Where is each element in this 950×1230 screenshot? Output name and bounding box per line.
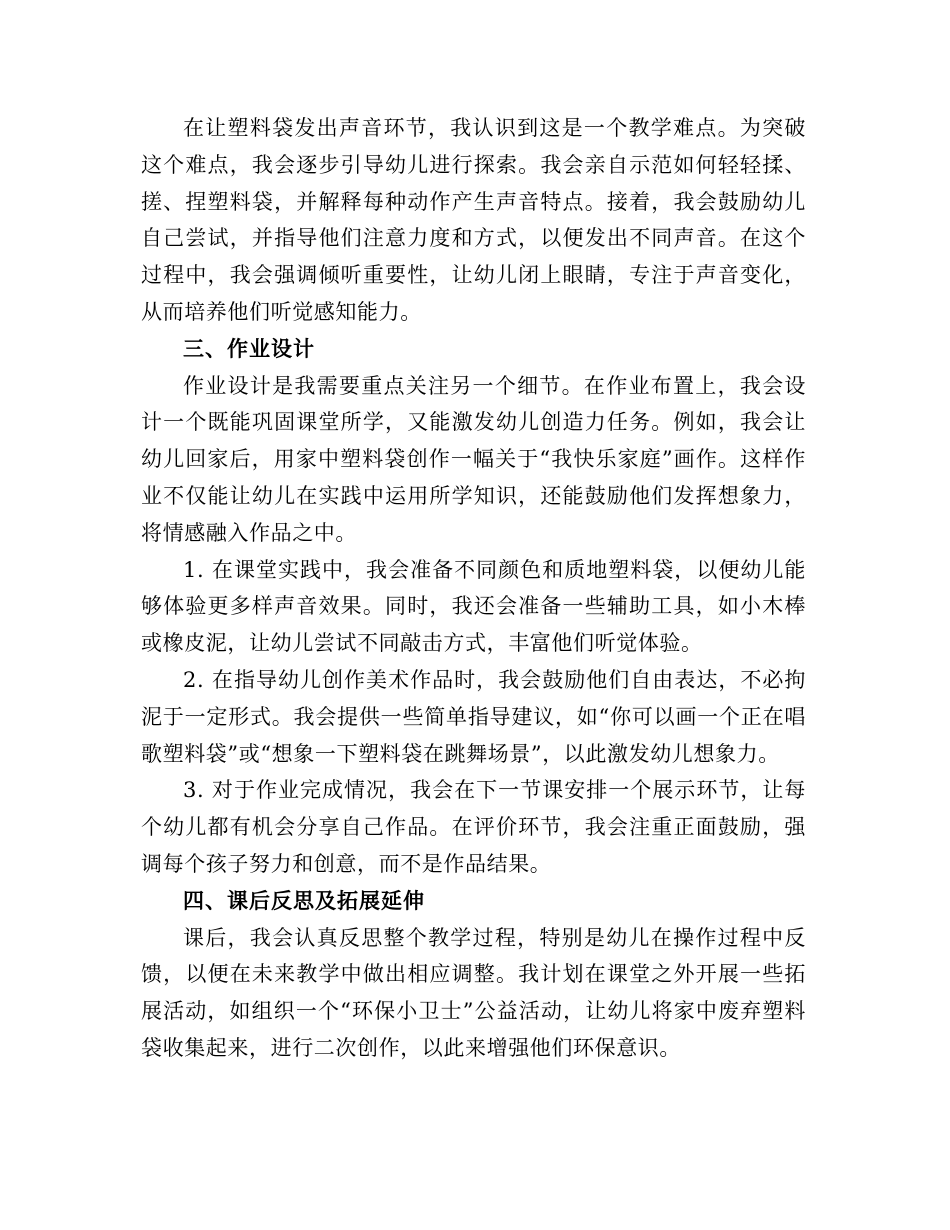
section-heading-homework: 三、作业设计 xyxy=(183,336,315,361)
document-page xyxy=(141,110,806,1067)
paragraph-reflection: 课后，我会认真反思整个教学过程，特别是幼儿在操作过程中反馈，以便在未来教学中做出相应调整。我计划在课堂之外开展一些拓展活动，如组织一个“环保小卫士”公益活动，让幼儿将家中废弃塑料袋收集起来，进行二次创作，以此来增强他们环保意识。 xyxy=(141,925,806,1060)
paragraph-item-2: 2. 在指导幼儿创作美术作品时，我会鼓励他们自由表达，不必拘泥于一定形式。我会提供一些简单指导建议，如“你可以画一个正在唱歌塑料袋”或“想象一下塑料袋在跳舞场景”，以此激发幼儿想象力。 xyxy=(141,667,806,766)
section-heading-reflection: 四、课后反思及拓展延伸 xyxy=(183,888,425,913)
paragraph-plastic-bag-sound: 在让塑料袋发出声音环节，我认识到这是一个教学难点。为突破这个难点，我会逐步引导幼儿进行探索。我会亲自示范如何轻轻揉、搓、捏塑料袋，并解释每种动作产生声音特点。接着，我会鼓励幼儿自己尝试，并指导他们注意力度和方式，以便发出不同声音。在这个过程中，我会强调倾听重要性，让幼儿闭上眼睛，专注于声音变化，从而培养他们听觉感知能力。 xyxy=(141,116,806,324)
paragraph-homework-design: 作业设计是我需要重点关注另一个细节。在作业布置上，我会设计一个既能巩固课堂所学，又能激发幼儿创造力任务。例如，我会让幼儿回家后，用家中塑料袋创作一幅关于“我快乐家庭”画作。这样作业不仅能让幼儿在实践中运用所学知识，还能鼓励他们发挥想象力，将情感融入作品之中。 xyxy=(141,373,806,545)
paragraph-item-3: 3. 对于作业完成情况，我会在下一节课安排一个展示环节，让每个幼儿都有机会分享自己作品。在评价环节，我会注重正面鼓励，强调每个孩子努力和创意，而不是作品结果。 xyxy=(141,778,806,876)
paragraph-item-1: 1. 在课堂实践中，我会准备不同颜色和质地塑料袋，以便幼儿能够体验更多样声音效果。同时，我还会准备一些辅助工具，如小木棒或橡皮泥，让幼儿尝试不同敲击方式，丰富他们听觉体验。 xyxy=(141,557,806,656)
